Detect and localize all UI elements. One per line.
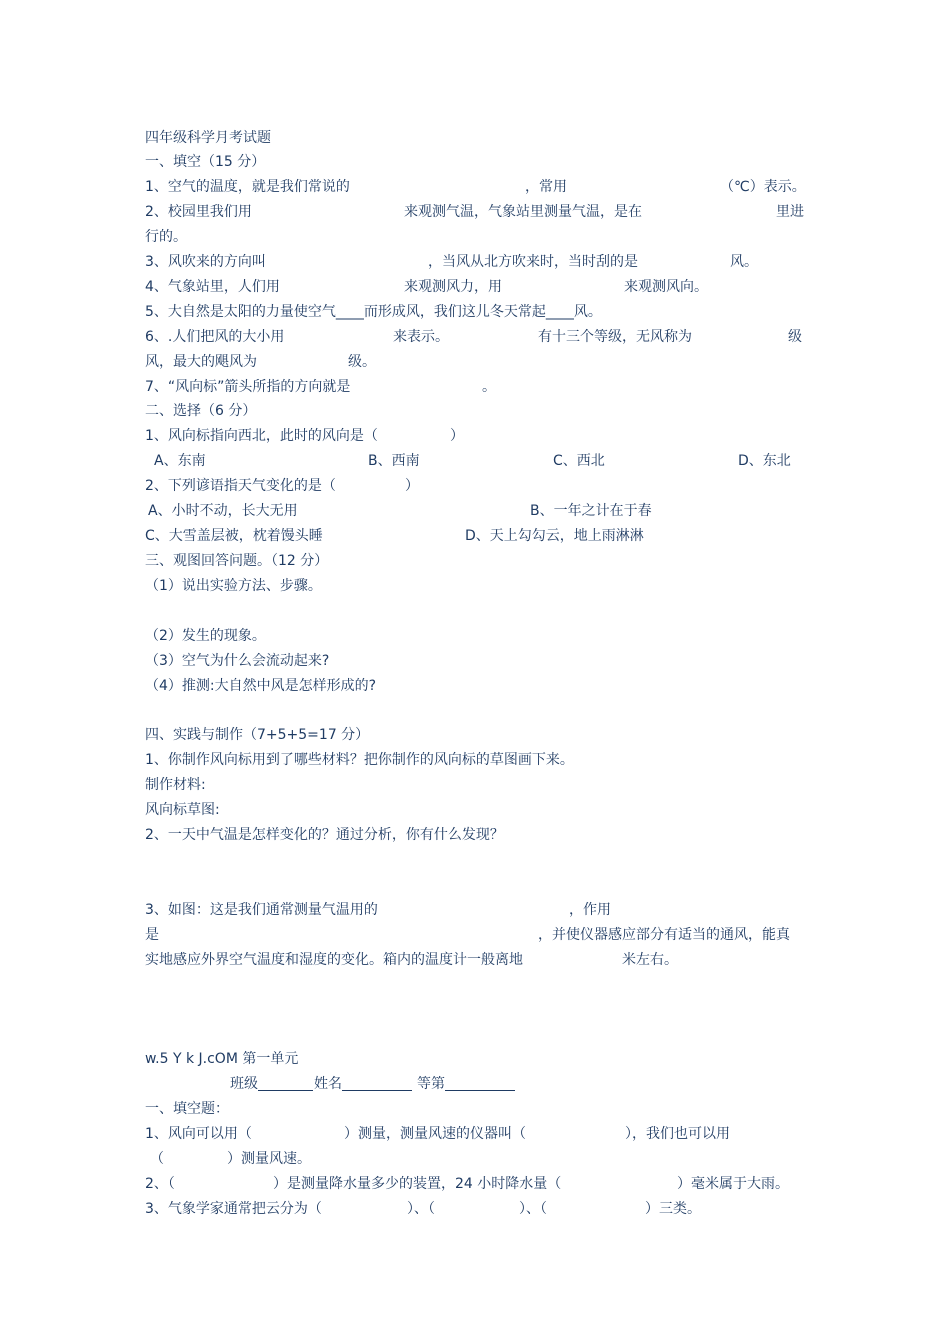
question-1-5: 5、大自然是太阳的力量使空气____而形成风，我们这儿冬天常起____风。 xyxy=(145,304,602,320)
fill-question-1: 1、风向可以用（ ）测量，测量风速的仪器叫（ ），我们也可以用 xyxy=(145,1126,730,1142)
sketch-label: 风向标草图: xyxy=(145,802,220,818)
practice-question-2: 2、一天中气温是怎样变化的？通过分析，你有什么发现？ xyxy=(145,827,504,843)
materials-label: 制作材料: xyxy=(145,777,206,793)
choice-question-1-options: A、东南 B、西南 C、西北 D、东北 xyxy=(154,453,791,469)
fill-in-heading: 一、填空题： xyxy=(145,1101,229,1117)
class-blank xyxy=(258,1074,313,1091)
section-2-heading: 二、选择（6 分） xyxy=(145,403,257,419)
choice-question-1: 1、风向标指向西北，此时的风向是（ ） xyxy=(145,428,464,444)
student-info-line: 班级 姓名 等第 xyxy=(145,1074,810,1094)
question-1-7: 7、“风向标”箭头所指的方向就是 。 xyxy=(145,379,496,395)
question-1-2-cont: 行的。 xyxy=(145,229,187,245)
section-3-question-4: （4）推测:大自然中风是怎样形成的? xyxy=(145,678,377,694)
exam-title: 四年级科学月考试题 xyxy=(145,130,271,146)
choice-question-2-options-cd: C、大雪盖层被，枕着馒头睡 D、天上勾勾云，地上雨淋淋 xyxy=(145,528,644,544)
grade-blank xyxy=(445,1074,515,1091)
question-1-4: 4、气象站里，人们用 来观测风力，用 来观测风向。 xyxy=(145,279,708,295)
section-3-question-3: （3）空气为什么会流动起来? xyxy=(145,653,330,669)
fill-question-3: 3、气象学家通常把云分为（ ）、（ ）、（ ）三类。 xyxy=(145,1201,701,1217)
name-blank xyxy=(342,1074,412,1091)
practice-question-1: 1、你制作风向标用到了哪些材料？把你制作的风向标的草图画下来。 xyxy=(145,752,574,768)
choice-question-2: 2、下列谚语指天气变化的是（ ） xyxy=(145,478,419,494)
section-1-heading: 一、填空（15 分） xyxy=(145,154,266,170)
unit-header: w.5 Y k J.cOM 第一单元 xyxy=(145,1051,299,1067)
question-1-1: 1、空气的温度，就是我们常说的 ，常用 （℃）表示。 xyxy=(145,179,806,195)
section-3-heading: 三、观图回答问题。（12 分） xyxy=(145,553,329,569)
practice-question-3: 3、如图：这是我们通常测量气温用的 ，作用 xyxy=(145,902,611,918)
question-1-2: 2、校园里我们用 来观测气温，气象站里测量气温，是在 里进 xyxy=(145,204,804,220)
practice-question-3-cont-2: 实地感应外界空气温度和湿度的变化。箱内的温度计一般离地 米左右。 xyxy=(145,952,678,968)
fill-question-1-cont: （ ）测量风速。 xyxy=(150,1151,311,1167)
choice-question-2-options-ab: A、小时不动，长大无用 B、一年之计在于春 xyxy=(148,503,652,519)
question-1-6: 6、.人们把风的大小用 来表示。 有十三个等级，无风称为 级 xyxy=(145,329,802,345)
section-4-heading: 四、实践与制作（7+5+5=17 分） xyxy=(145,727,370,743)
section-3-question-1: （1）说出实验方法、步骤。 xyxy=(145,578,322,594)
practice-question-3-cont: 是 ，并使仪器感应部分有适当的通风，能真 xyxy=(145,927,790,943)
question-1-3: 3、风吹来的方向叫 ，当风从北方吹来时，当时刮的是 风。 xyxy=(145,254,758,270)
question-1-6-cont: 风，最大的飓风为 级。 xyxy=(145,354,376,370)
fill-question-2: 2、（ ）是测量降水量多少的装置，24 小时降水量（ ）毫米属于大雨。 xyxy=(145,1176,789,1192)
section-3-question-2: （2）发生的现象。 xyxy=(145,628,266,644)
